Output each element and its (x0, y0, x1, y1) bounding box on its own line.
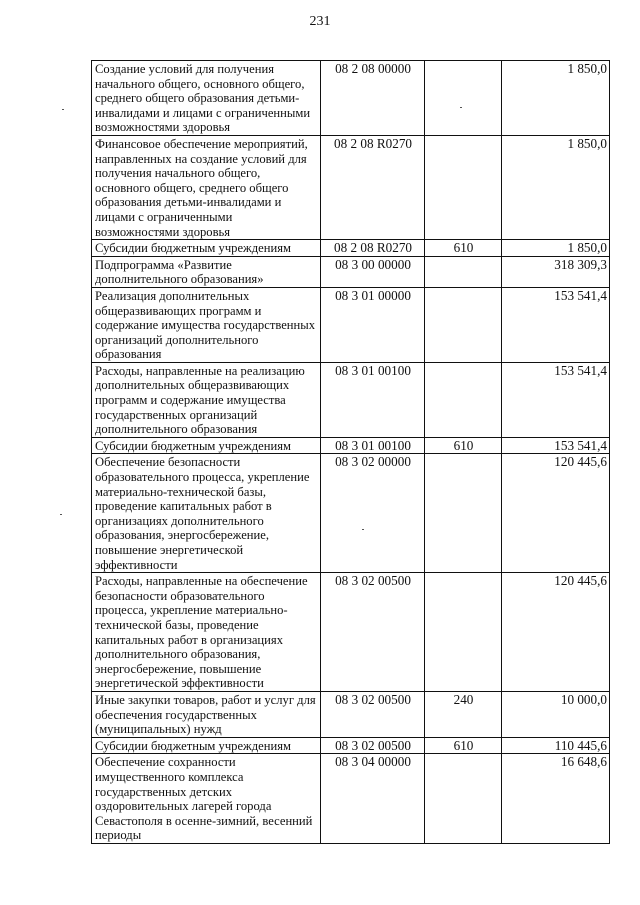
row-vr-cell (425, 61, 502, 136)
table-row (92, 437, 610, 454)
table-row (92, 737, 610, 754)
scan-speck (362, 529, 364, 530)
table-row (92, 691, 610, 737)
scan-speck (460, 107, 462, 108)
scan-speck (60, 514, 62, 515)
row-sum-cell: 153 541,4 (502, 437, 610, 454)
row-name-cell: Расходы, направленные на обеспечение безопасности образовательного процесса, укрепление материально-технической базы, проведение капитальных работ в организациях дополнительного образования, энергосбережение, повышение энергетической эффективности (92, 573, 321, 692)
table-row (92, 754, 610, 844)
row-name-cell: Субсидии бюджетным учреждениям (92, 737, 321, 754)
page-number: 231 (309, 14, 331, 29)
row-vr-cell: 610 (425, 240, 502, 257)
row-vr-cell (425, 256, 502, 287)
row-sum-cell: 1 850,0 (502, 61, 610, 136)
row-name-cell: Финансовое обеспечение мероприятий, направленных на создание условий для получения начального общего, основного общего, среднего общего образования детьми-инвалидами и лицами с ограниченными возможностями здоровья (92, 135, 321, 239)
row-vr-cell (425, 754, 502, 844)
row-sum-cell: 1 850,0 (502, 135, 610, 239)
row-sum-cell: 153 541,4 (502, 362, 610, 437)
row-code-cell: 08 3 02 00500 (321, 737, 425, 754)
row-code-cell: 08 2 08 00000 (321, 61, 425, 136)
scan-speck (62, 109, 64, 110)
row-code-cell: 08 3 02 00000 (321, 454, 425, 573)
row-code-cell: 08 3 00 00000 (321, 256, 425, 287)
row-sum-cell: 153 541,4 (502, 287, 610, 362)
row-name-cell: Подпрограмма «Развитие дополнительного образования» (92, 256, 321, 287)
row-vr-cell (425, 362, 502, 437)
row-code-cell: 08 3 01 00100 (321, 437, 425, 454)
row-sum-cell: 110 445,6 (502, 737, 610, 754)
row-name-cell: Обеспечение безопасности образовательного процесса, укрепление материально-технической базы, проведение капитальных работ в организациях дополнительного образования, энергосбережение, повышение энергетической эффективности (92, 454, 321, 573)
row-code-cell: 08 3 04 00000 (321, 754, 425, 844)
table-row (92, 240, 610, 257)
row-name-cell: Создание условий для получения начального общего, основного общего, среднего общего образования детьми-инвалидами и лицами с ограниченными возможностями здоровья (92, 61, 321, 136)
row-code-cell: 08 3 01 00100 (321, 362, 425, 437)
row-sum-cell: 16 648,6 (502, 754, 610, 844)
table-row (92, 454, 610, 573)
row-sum-cell: 120 445,6 (502, 454, 610, 573)
row-vr-cell (425, 287, 502, 362)
budget-table (91, 60, 610, 844)
row-vr-cell (425, 135, 502, 239)
row-sum-cell: 318 309,3 (502, 256, 610, 287)
row-sum-cell: 120 445,6 (502, 573, 610, 692)
row-vr-cell (425, 454, 502, 573)
row-sum-cell: 1 850,0 (502, 240, 610, 257)
row-name-cell: Расходы, направленные на реализацию дополнительных общеразвивающих программ и содержание имущества государственных организаций дополнительного образования (92, 362, 321, 437)
row-code-cell: 08 3 02 00500 (321, 573, 425, 692)
table-row (92, 362, 610, 437)
row-name-cell: Субсидии бюджетным учреждениям (92, 437, 321, 454)
row-name-cell: Иные закупки товаров, работ и услуг для обеспечения государственных (муниципальных) нужд (92, 691, 321, 737)
row-code-cell: 08 2 08 R0270 (321, 135, 425, 239)
table-row (92, 256, 610, 287)
row-name-cell: Обеспечение сохранности имущественного комплекса государственных детских оздоровительных лагерей города Севастополя в осенне-зимний, весенний периоды (92, 754, 321, 844)
table-row (92, 573, 610, 692)
row-vr-cell: 240 (425, 691, 502, 737)
table-row (92, 287, 610, 362)
table-row (92, 61, 610, 136)
row-name-cell: Реализация дополнительных общеразвивающих программ и содержание имущества государственных организаций дополнительного образования (92, 287, 321, 362)
row-vr-cell: 610 (425, 437, 502, 454)
row-code-cell: 08 2 08 R0270 (321, 240, 425, 257)
row-code-cell: 08 3 02 00500 (321, 691, 425, 737)
table-row (92, 135, 610, 239)
row-sum-cell: 10 000,0 (502, 691, 610, 737)
row-name-cell: Субсидии бюджетным учреждениям (92, 240, 321, 257)
row-vr-cell: 610 (425, 737, 502, 754)
row-vr-cell (425, 573, 502, 692)
row-code-cell: 08 3 01 00000 (321, 287, 425, 362)
